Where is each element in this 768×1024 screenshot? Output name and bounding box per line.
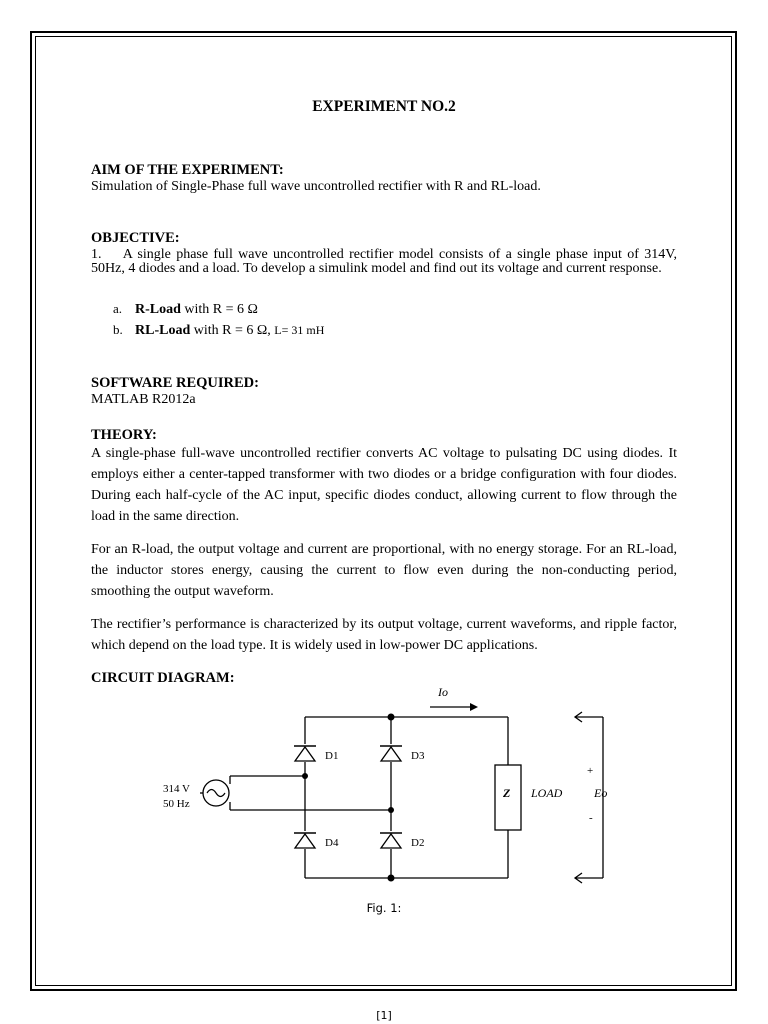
page-title: EXPERIMENT NO.2 — [312, 98, 456, 115]
theory-paragraph-3: The rectifier’s performance is characterized by its output voltage, current waveforms, and ripple factor, which depend on the load type. It is widely used in low-power DC applications. — [91, 617, 677, 653]
figure-caption: Fig. 1: — [366, 901, 402, 915]
diode-d4-icon — [294, 831, 316, 849]
item-letter: a. — [113, 301, 123, 316]
objective-heading: OBJECTIVE: — [91, 230, 180, 246]
d4-label: D4 — [325, 837, 339, 849]
item-letter: b. — [113, 322, 123, 337]
source-voltage-label: 314 V — [163, 783, 190, 795]
objective-number: 1. — [91, 247, 102, 262]
objective-item-b — [113, 322, 324, 339]
aim-text: Simulation of Single-Phase full wave uncontrolled rectifier with R and RL-load. — [91, 179, 541, 194]
theory-paragraph-2: For an R-load, the output voltage and current are proportional, with no energy storage. For an RL-load, the inductor stores energy, causing the current to flow even during the non-conducting period, smoothing the output waveform. — [91, 542, 677, 599]
item-bold: RL-Load — [135, 323, 191, 338]
diode-d1-icon — [294, 744, 316, 762]
d3-label: D3 — [411, 750, 425, 762]
junction-dot — [388, 807, 394, 813]
output-voltage-label: Eo — [594, 786, 608, 800]
current-label: Io — [438, 685, 448, 699]
item-extra: L= 31 mH — [274, 323, 325, 337]
item-rest: with R = 6 Ω, — [190, 323, 275, 338]
d2-label: D2 — [411, 837, 425, 849]
item-bold: R-Load — [135, 302, 181, 317]
aim-heading: AIM OF THE EXPERIMENT: — [91, 162, 284, 178]
item-rest: with R = 6 Ω — [180, 302, 258, 317]
d1-label: D1 — [325, 750, 339, 762]
minus-label: - — [589, 812, 593, 824]
software-text: MATLAB R2012a — [91, 392, 196, 407]
circuit-diagram — [150, 680, 620, 895]
junction-dot — [388, 714, 395, 721]
objective-text — [91, 248, 677, 275]
circuit-heading: CIRCUIT DIAGRAM: — [91, 670, 235, 686]
objective-body: A single phase full wave uncontrolled rectifier model consists of a single phase input of 314V, 50Hz, 4 diodes and a load. To develop a simulink model and find out its voltage and current response. — [91, 247, 678, 276]
plus-label: + — [587, 765, 594, 777]
junction-dot — [302, 773, 308, 779]
page-number: [1] — [376, 1009, 392, 1022]
impedance-label: Z — [503, 786, 511, 800]
diode-d3-icon — [380, 744, 402, 762]
theory-paragraph-1: A single-phase full-wave uncontrolled rectifier converts AC voltage to pulsating DC using diodes. It employs either a center-tapped transformer with two diodes or a bridge configuration with four diodes. During each half-cycle of the AC input, specific diodes conduct, allowing current to flow through the load in the same direction. — [91, 446, 677, 524]
diode-d2-icon — [380, 831, 402, 849]
source-freq-label: 50 Hz — [163, 798, 190, 810]
junction-dot — [388, 875, 395, 882]
objective-item-a — [113, 301, 258, 318]
theory-heading: THEORY: — [91, 427, 157, 443]
load-label: LOAD — [531, 786, 563, 800]
software-heading: SOFTWARE REQUIRED: — [91, 375, 259, 391]
